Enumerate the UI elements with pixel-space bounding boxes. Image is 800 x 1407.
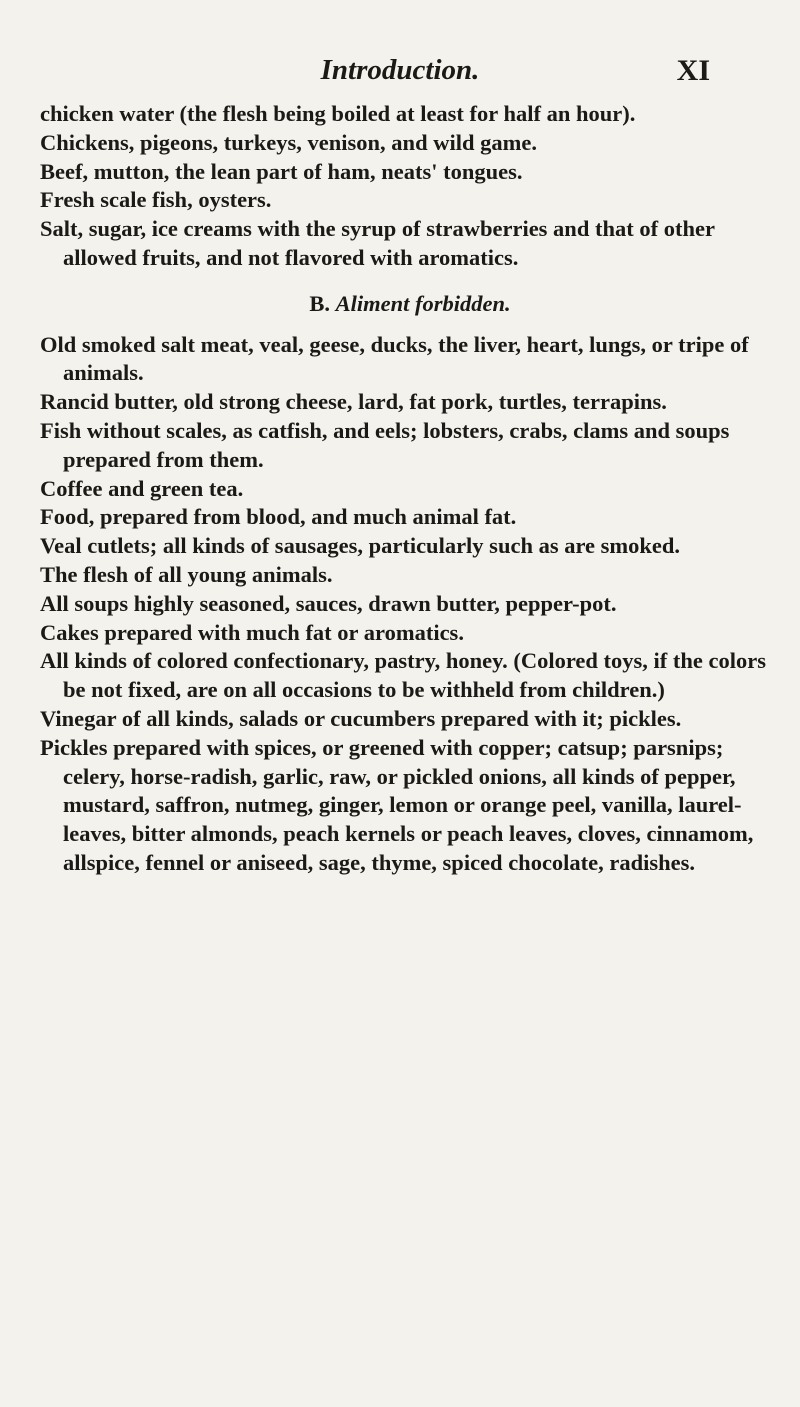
list-item: Cakes prepared with much fat or aromatics. bbox=[40, 619, 464, 645]
list-item: Veal cutlets; all kinds of sausages, particularly such as are smoked. bbox=[40, 533, 681, 559]
list-item: Vinegar of all kinds, salads or cucumbers prepared with it; pickles. bbox=[40, 705, 682, 731]
list-item: chicken water (the flesh being boiled at least for half an hour). bbox=[40, 101, 636, 126]
section-letter: B. bbox=[309, 290, 330, 316]
section-title: Aliment forbidden. bbox=[335, 290, 511, 316]
list-item: All soups highly seasoned, sauces, drawn butter, pepper-pot. bbox=[40, 590, 617, 616]
list-item: Food, prepared from blood, and much animal fat. bbox=[40, 504, 517, 530]
page-header bbox=[0, 54, 800, 94]
list-item: Old smoked salt meat, veal, geese, ducks, the liver, heart, lungs, or tripe of animals. bbox=[40, 331, 749, 386]
list-item: Chickens, pigeons, turkeys, venison, and wild game. bbox=[40, 129, 537, 155]
page-body bbox=[40, 100, 780, 878]
list-item: Pickles prepared with spices, or greened with copper; catsup; parsnips; celery, horse-radish, garlic, raw, or pickled onions, all kinds of pepper, mustard, saffron, nutmeg, ginger, lemon or orange peel, vanilla, laurel-leaves, bitter almonds, peach kernels or peach leaves, cloves, cinnamom, allspice, fennel or aniseed, sage, thyme, spiced chocolate, radishes. bbox=[40, 734, 754, 875]
list-item: Fresh scale fish, oysters. bbox=[40, 187, 272, 213]
list-item: Coffee and green tea. bbox=[40, 475, 244, 501]
list-item: The flesh of all young animals. bbox=[40, 561, 333, 587]
list-item: Rancid butter, old strong cheese, lard, fat pork, turtles, terrapins. bbox=[40, 389, 667, 415]
page-number: XI bbox=[676, 54, 710, 87]
list-item: All kinds of colored confectionary, pastry, honey. (Colored toys, if the colors be not fixed, are on all occasions to be withheld from children.) bbox=[40, 648, 767, 703]
running-title: Introduction. bbox=[320, 54, 480, 86]
list-item: Beef, mutton, the lean part of ham, neats' tongues. bbox=[40, 158, 523, 184]
section-heading bbox=[40, 290, 780, 319]
list-item: Fish without scales, as catfish, and eels; lobsters, crabs, clams and soups prepared from them. bbox=[40, 417, 730, 472]
list-item: Salt, sugar, ice creams with the syrup of strawberries and that of other allowed fruits, and not flavored with aromatics. bbox=[40, 216, 715, 270]
